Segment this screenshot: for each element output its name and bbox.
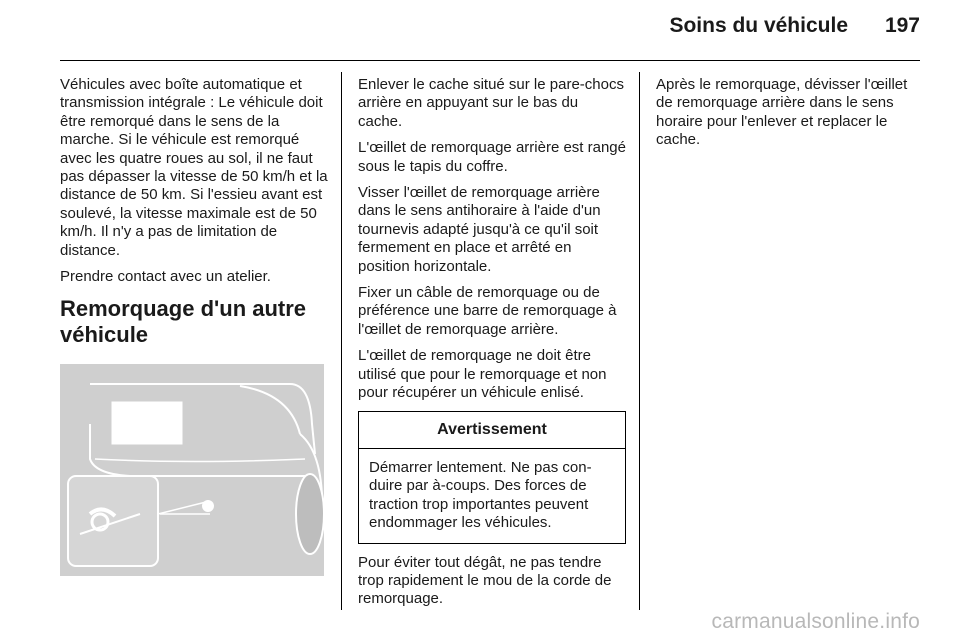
- paragraph: Fixer un câble de remorquage ou de préférence une barre de remorquage à l'œillet de remorquage arrière.: [358, 284, 617, 338]
- warning-text: Démarrer lentement. Ne pas conduire par à-coups. Des forces de traction trop importantes peuvent endommager les véhicules.: [369, 458, 592, 532]
- section-heading: Remorquage d'un autre véhicule: [60, 296, 307, 348]
- paragraph: Après le remorquage, dévisser l'œillet de remorquage arrière dans le sens horaire pour l'enlever et replacer le cache.: [656, 76, 908, 149]
- paragraph: L'œillet de remorquage arrière est rangé sous le tapis du coffre.: [358, 139, 626, 175]
- tow-eye-illustration: [60, 364, 324, 576]
- text-column-2: [358, 76, 626, 617]
- paragraph: Prendre contact avec un atelier.: [60, 268, 271, 286]
- text-column-1: [60, 76, 328, 576]
- watermark: carmanualsonline.info: [711, 610, 920, 633]
- paragraph: L'œillet de remorquage ne doit être utilisé que pour le remorquage et non pour récupérer un véhicule enlisé.: [358, 347, 607, 402]
- warning-title: Avertissement: [359, 412, 625, 449]
- header-rule: [60, 60, 920, 61]
- paragraph: Véhicules avec boîte automatique et transmission intégrale : Le véhicule doit être remorqué dans le sens de la marche. Si le véhicule est remorqué avec les quatre roues au sol, il ne faut pas dépasser la vitesse de 50 km/h et la distance de 50 km. Si l'essieu avant est soulevé, la vitesse maximale est de 50 km/h. Il n'y a pas de limitation de distance.: [60, 76, 328, 259]
- paragraph: Visser l'œillet de remorquage arrière dans le sens antihoraire à l'aide d'un tournevis adapté jusqu'à ce qu'il soit fermement en place et arrêté en position horizontale.: [358, 184, 601, 275]
- paragraph: Pour éviter tout dégât, ne pas tendre trop rapidement le mou de la corde de remorquage.: [358, 553, 612, 608]
- warning-box: [358, 411, 626, 544]
- page-number: 197: [884, 14, 920, 37]
- page-header-title: Soins du véhicule: [669, 14, 848, 37]
- column-divider-2: [639, 72, 640, 610]
- text-column-3: [656, 76, 924, 158]
- paragraph: Enlever le cache situé sur le pare-chocs arrière en appuyant sur le bas du cache.: [358, 76, 624, 130]
- column-divider-1: [341, 72, 342, 610]
